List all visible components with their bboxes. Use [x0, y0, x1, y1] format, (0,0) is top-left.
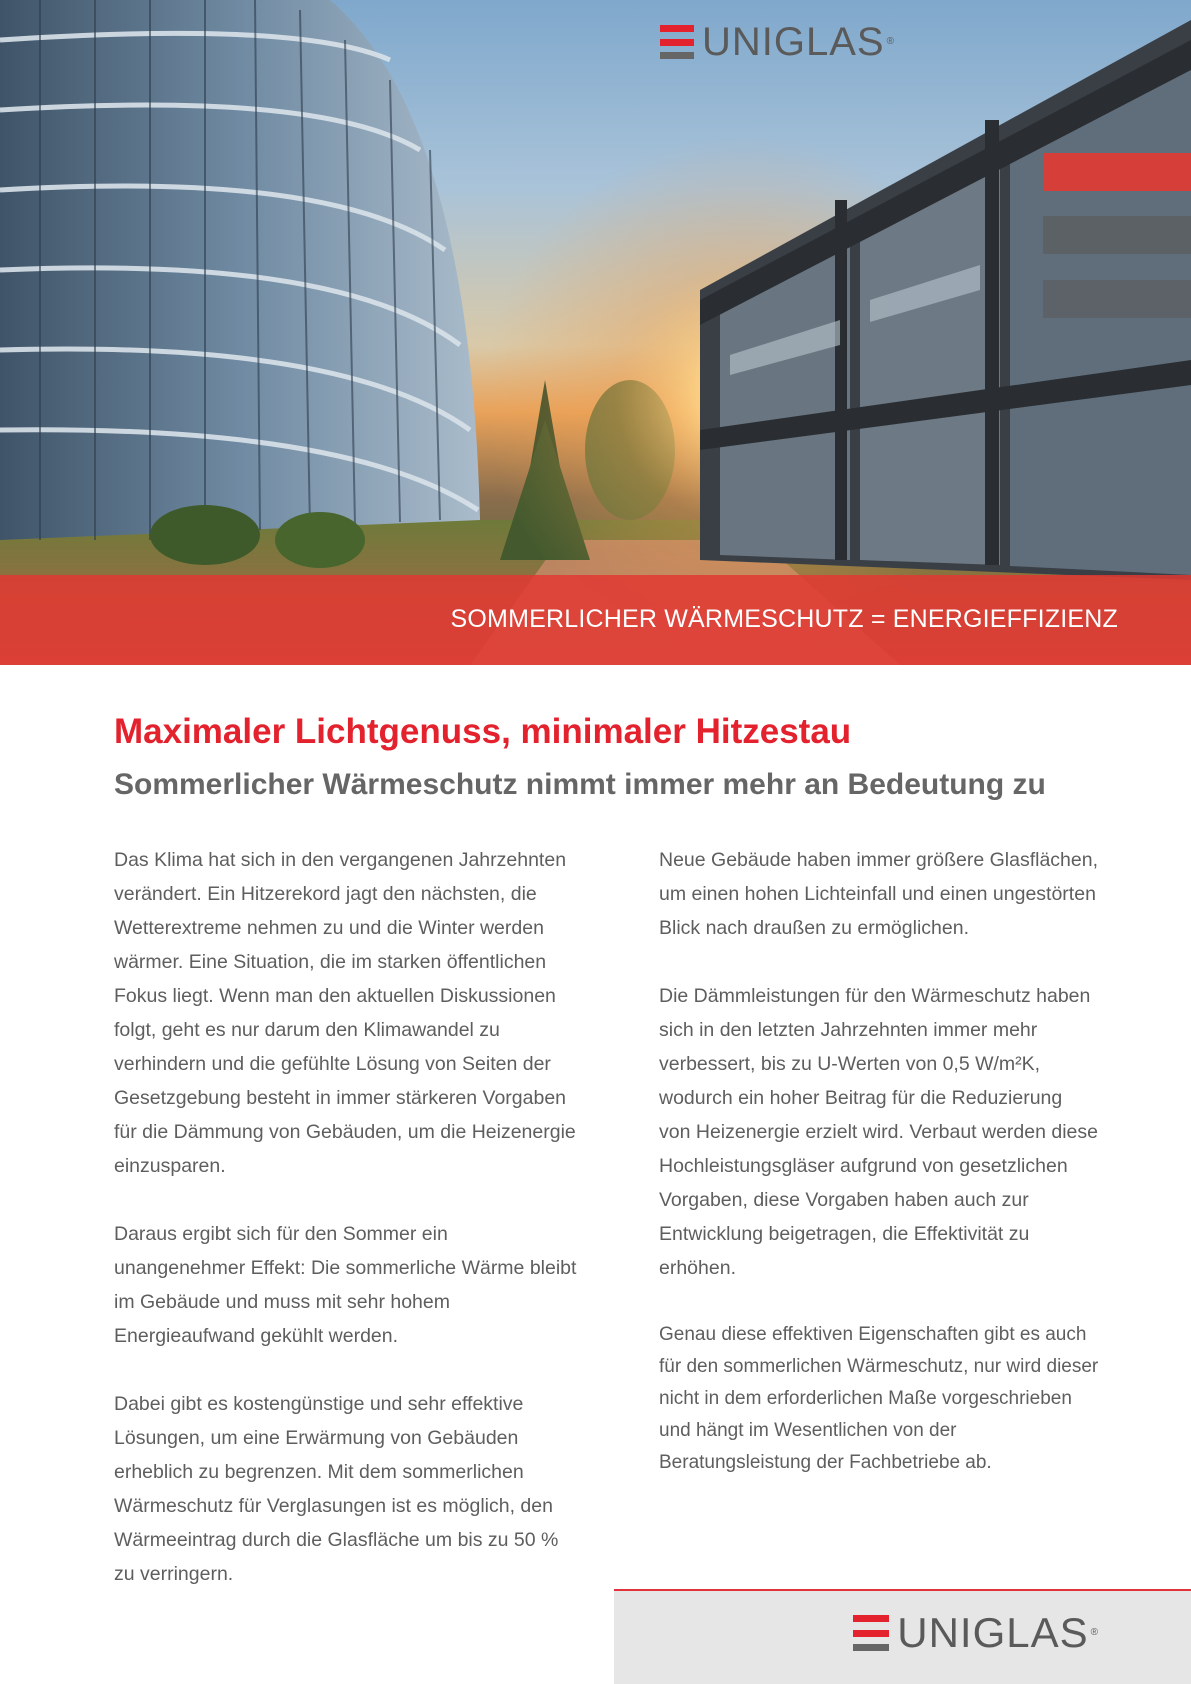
page-title: Maximaler Lichtgenuss, minimaler Hitzestau [114, 712, 852, 751]
architecture-photo-icon [0, 0, 1191, 665]
page-subtitle: Sommerlicher Wärmeschutz nimmt immer mehr an Bedeutung zu [114, 768, 1046, 801]
footer-logo [853, 1609, 1099, 1656]
accent-bar-grey-1 [1043, 216, 1191, 254]
hero-logo [660, 22, 895, 62]
left-paragraph-2: Daraus ergibt sich für den Sommer ein unangenehmer Effekt: Die sommerliche Wärme bleibt im Gebäude und muss mit sehr hohem Energieaufwand gekühlt werden. [114, 1223, 577, 1347]
logo-mark-icon [660, 25, 694, 59]
right-paragraph-2: Die Dämmleistungen für den Wärmeschutz haben sich in den letzten Jahrzehnten immer mehr verbessert, bis zu U-Werten von 0,5 W/m²K, wodurch ein hoher Beitrag für die Reduzierung von Heizenergie erzielt wird. Verbaut werden diese Hochleistungsgläser aufgrund von gesetzlichen Vorgaben, diese Vorgaben haben auch zur Entwicklung beigetragen, die Effektivität zu erhöhen. [659, 985, 1098, 1279]
right-column [659, 843, 1099, 1513]
right-paragraph-1: Neue Gebäude haben immer größere Glasflächen, um einen hohen Lichteinfall und einen ungestörten Blick nach draußen zu ermöglichen. [659, 849, 1098, 939]
hero-image [0, 0, 1191, 665]
left-paragraph-1: Das Klima hat sich in den vergangenen Jahrzehnten verändert. Ein Hitzerekord jagt den nächsten, die Wetterextreme nehmen zu und die Winter werden wärmer. Eine Situation, die im starken öffentlichen Fokus liegt. Wenn man den aktuellen Diskussionen folgt, geht es nur darum den Klimawandel zu verhindern und die gefühlte Lösung von Seiten der Gesetzgebung besteht in immer stärkeren Vorgaben für die Dämmung von Gebäuden, um die Heizenergie einzusparen. [114, 849, 576, 1177]
logo-wordmark: UNIGLAS ® [897, 1609, 1099, 1656]
hero-banner [0, 575, 1191, 665]
accent-bar-red [1043, 153, 1191, 191]
banner-text: SOMMERLICHER WÄRMESCHUTZ = ENERGIEFFIZIENZ [450, 605, 1118, 633]
left-column [114, 843, 584, 1625]
logo-wordmark: UNIGLAS ® [702, 20, 895, 64]
right-paragraph-3: Genau diese effektiven Eigenschaften gibt es auch für den sommerlichen Wärmeschutz, nur wird dieser nicht in dem erforderlichen Maße vorgeschrieben und hängt im Wesentlichen von der Beratungsleistung der Fachbetriebe ab. [659, 1324, 1099, 1473]
accent-bar-grey-2 [1043, 280, 1191, 318]
left-paragraph-3: Dabei gibt es kostengünstige und sehr effektive Lösungen, um eine Erwärmung von Gebäuden erheblich zu begrenzen. Mit dem sommerlichen Wärmeschutz für Verglasungen ist es möglich, den Wärmeeintrag durch die Glasfläche um bis zu 50 % zu verringern. [114, 1393, 559, 1585]
logo-mark-icon [853, 1615, 889, 1651]
